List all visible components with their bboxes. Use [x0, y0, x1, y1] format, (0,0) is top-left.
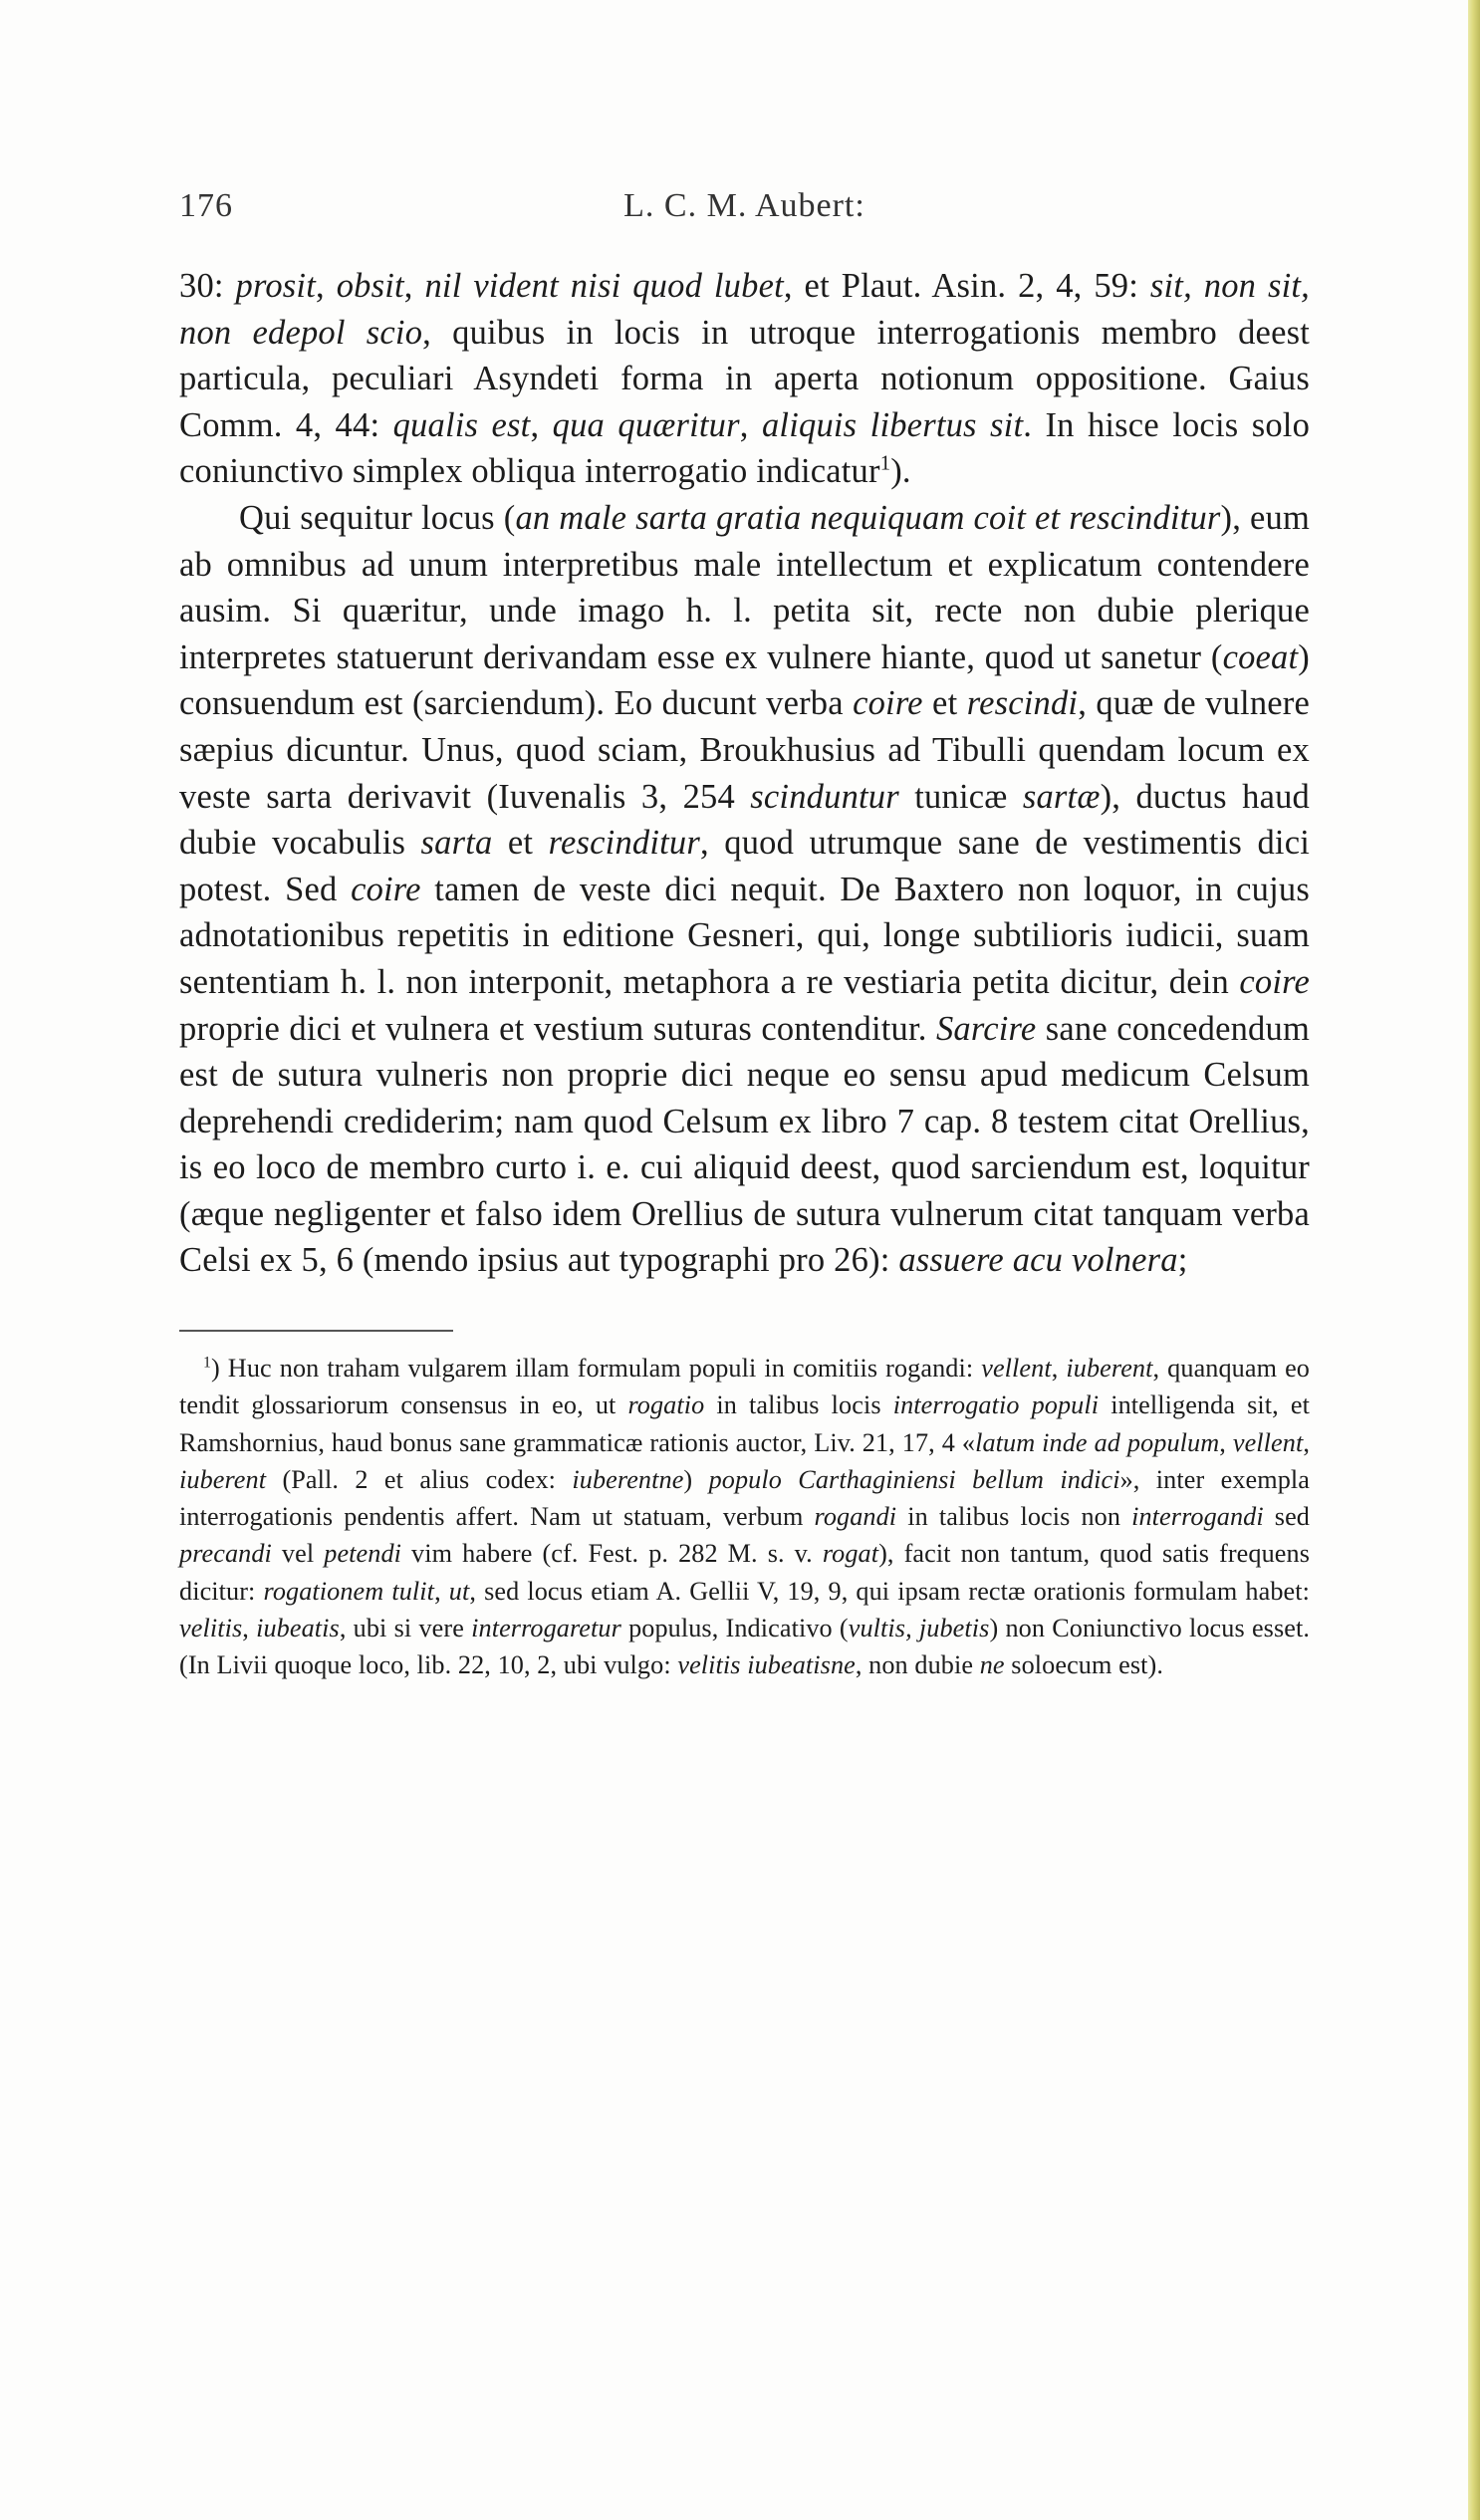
text-run: proprie dici et vulnera et vestium suturas contenditur.: [179, 1009, 936, 1048]
text-run: vim habere (cf. Fest. p. 282 M. s. v.: [401, 1539, 823, 1569]
text-run: et: [922, 684, 967, 723]
page-number: 176: [179, 187, 233, 224]
italic-run: vellent: [1232, 1427, 1304, 1457]
italic-run: vultis, jubetis: [848, 1614, 990, 1643]
italic-run: ne: [979, 1650, 1005, 1680]
text-run: ,: [434, 1576, 449, 1606]
text-run: ), facit non tantum, quod satis frequens dicitur:: [179, 1539, 1310, 1606]
italic-run: sarta: [420, 824, 493, 863]
text-run: , non dubie: [855, 1650, 980, 1680]
italic-run: iuberent: [179, 1464, 267, 1494]
text-run: in talibus locis non: [896, 1502, 1132, 1532]
italic-run: velitis: [179, 1614, 243, 1643]
text-run: , quanquam eo tendit glossariorum consensus in eo, ut: [179, 1354, 1310, 1420]
italic-run: ut: [448, 1576, 470, 1606]
footnote-divider: [179, 1330, 453, 1332]
italic-run: petendi: [324, 1539, 402, 1569]
text-run: tunicæ: [898, 777, 1023, 816]
text-run: , ubi si vere: [339, 1614, 472, 1643]
italic-run: precandi: [179, 1539, 272, 1569]
text-run: ) Huc non traham vulgarem illam formulam populi in comitiis rogandi:: [210, 1354, 982, 1383]
italic-run: latum inde ad populum: [975, 1427, 1220, 1457]
text-run: ).: [890, 452, 911, 491]
italic-run: populo Carthaginiensi bellum indici: [708, 1464, 1120, 1494]
footnote: [179, 1350, 1310, 1684]
italic-run: rogat: [822, 1539, 879, 1569]
text-run: soloecum est).: [1004, 1650, 1163, 1680]
text-run: ,: [316, 267, 337, 305]
text-run: ;: [1177, 1241, 1188, 1280]
text-run: tamen de veste dici nequit. De Baxtero non loquor, in cujus adnotationibus repetitis in editione Gesneri, qui, longe subtilioris iudicii, suam sententiam h. l. non interponit, metaphora a re vestiaria petita dicitur, dein: [179, 870, 1310, 1001]
italic-run: vellent: [981, 1354, 1052, 1383]
italic-run: rescindi: [966, 684, 1079, 723]
italic-run: interrogandi: [1131, 1502, 1264, 1532]
text-run: , quibus in locis in utroque interrogationis membro deest particula, peculiari Asyndeti forma in aperta notionum oppositione. Gaius Comm. 4, 44:: [179, 313, 1310, 444]
italic-run: interrogaretur: [471, 1614, 621, 1643]
text-run: et: [492, 824, 549, 863]
text-run: ), eum ab omnibus ad unum interpretibus male intellectum et explicatum contendere ausim. Si quæritur, unde imago h. l. petita sit, recte non dubie plerique interpretes statuerunt derivandam esse ex vulnere hiante, quod ut sanetur (: [179, 498, 1310, 676]
italic-run: interrogatio populi: [892, 1390, 1100, 1420]
text-run: (Pall. 2 et alius codex:: [266, 1464, 573, 1494]
text-run: ,: [403, 267, 425, 305]
text-run: sed: [1263, 1502, 1310, 1532]
text-run: , et Plaut. Asin. 2, 4, 59:: [783, 267, 1150, 305]
text-run: ), ductus haud dubie vocabulis: [179, 777, 1310, 863]
footnote-text: [179, 1354, 1310, 1679]
italic-run: rescinditur: [548, 824, 700, 863]
italic-run: rogatio: [627, 1390, 705, 1420]
text-run: ,: [1051, 1354, 1067, 1383]
page-edge-binding: [1468, 0, 1480, 2520]
main-text: [179, 263, 1310, 1284]
italic-run: sit, non sit, non edepol scio: [179, 267, 1310, 352]
text-run: ,: [739, 405, 762, 444]
text-run: ,: [242, 1614, 257, 1643]
italic-run: obsit: [336, 267, 404, 305]
italic-run: nil vident nisi quod lubet: [424, 267, 784, 305]
text-run: ,: [1303, 1427, 1311, 1457]
text-run: sane concedendum est de sutura vulneris non proprie dici neque eo sensu apud medicum Celsum deprehendi crediderim; nam quod Celsum ex libro 7 cap. 8 testem citat Orellius, is eo loco de membro curto i. e. cui aliquid deest, quod sarciendum est, loquitur (æque negligenter et falso idem Orellius de sutura vulnerum citat tanquam verba Celsi ex 5, 6 (mendo ipsius aut typographi pro 26):: [179, 1009, 1310, 1280]
text-run: . In hisce locis solo coniunctivo simplex obliqua interrogatio indicatur: [179, 405, 1311, 491]
page-header: [179, 181, 1310, 231]
text-run: ): [683, 1464, 709, 1494]
paragraph-1: [179, 263, 1310, 495]
text-run: in talibus locis: [704, 1390, 893, 1420]
italic-run: iuberent: [1066, 1354, 1153, 1383]
italic-run: sartæ: [1022, 777, 1101, 816]
text-run: vel: [271, 1539, 325, 1569]
text-run: 30:: [179, 267, 236, 305]
text-run: populus, Indicativo (: [620, 1614, 849, 1643]
text-run: , quæ de vulnere sæpius dicuntur. Unus, quod sciam, Broukhusius ad Tibulli quendam locum ex veste sarta derivavit (Iuvenalis 3, 254: [179, 684, 1310, 816]
italic-run: rogationem tulit: [263, 1576, 435, 1606]
text-run: , quod utrumque sane de vestimentis dici potest. Sed: [179, 824, 1310, 908]
text-run: Qui sequitur locus (: [239, 498, 516, 537]
italic-run: rogandi: [814, 1502, 897, 1532]
italic-run: coire: [351, 870, 421, 908]
italic-run: aliquis libertus sit: [761, 405, 1024, 444]
italic-run: coire: [853, 684, 923, 723]
text-run: ) non Coniunctivo locus esset. (In Livii quoque loco, lib. 22, 10, 2, ubi vulgo:: [179, 1614, 1310, 1680]
italic-run: prosit: [235, 267, 316, 305]
running-head: L. C. M. Aubert:: [623, 187, 865, 224]
footnote-reference: 1: [879, 452, 891, 475]
italic-run: Sarcire: [935, 1009, 1037, 1048]
italic-run: velitis iubeatisne: [677, 1650, 856, 1680]
footnote-marker: 1: [203, 1354, 211, 1372]
italic-run: assuere acu volnera: [898, 1241, 1178, 1280]
text-run: ,: [530, 405, 553, 444]
text-run: intelligenda sit, et Ramshornius, haud bonus sane grammaticæ rationis auctor, Liv. 21, 17, 4 «: [179, 1390, 1310, 1457]
italic-run: iuberentne: [572, 1464, 684, 1494]
paragraph-2: [179, 495, 1310, 1284]
italic-run: qualis est: [392, 405, 531, 444]
italic-run: coeat: [1222, 637, 1299, 676]
text-run: ,: [1219, 1427, 1233, 1457]
italic-run: an male sarta gratia nequiquam coit et rescinditur: [515, 498, 1221, 537]
italic-run: scinduntur: [750, 777, 899, 816]
text-run: », inter exempla interrogationis pendentis affert. Nam ut statuam, verbum: [179, 1464, 1311, 1532]
italic-run: qua quæritur: [552, 405, 740, 444]
text-run: , sed locus etiam A. Gellii V, 19, 9, qui ipsam rectæ orationis formulam habet:: [469, 1576, 1310, 1606]
text-run: ) consuendum est (sarciendum). Eo ducunt verba: [179, 637, 1310, 723]
footnote-1: [179, 1350, 1310, 1684]
italic-run: coire: [1239, 962, 1310, 1001]
italic-run: iubeatis: [256, 1614, 340, 1643]
